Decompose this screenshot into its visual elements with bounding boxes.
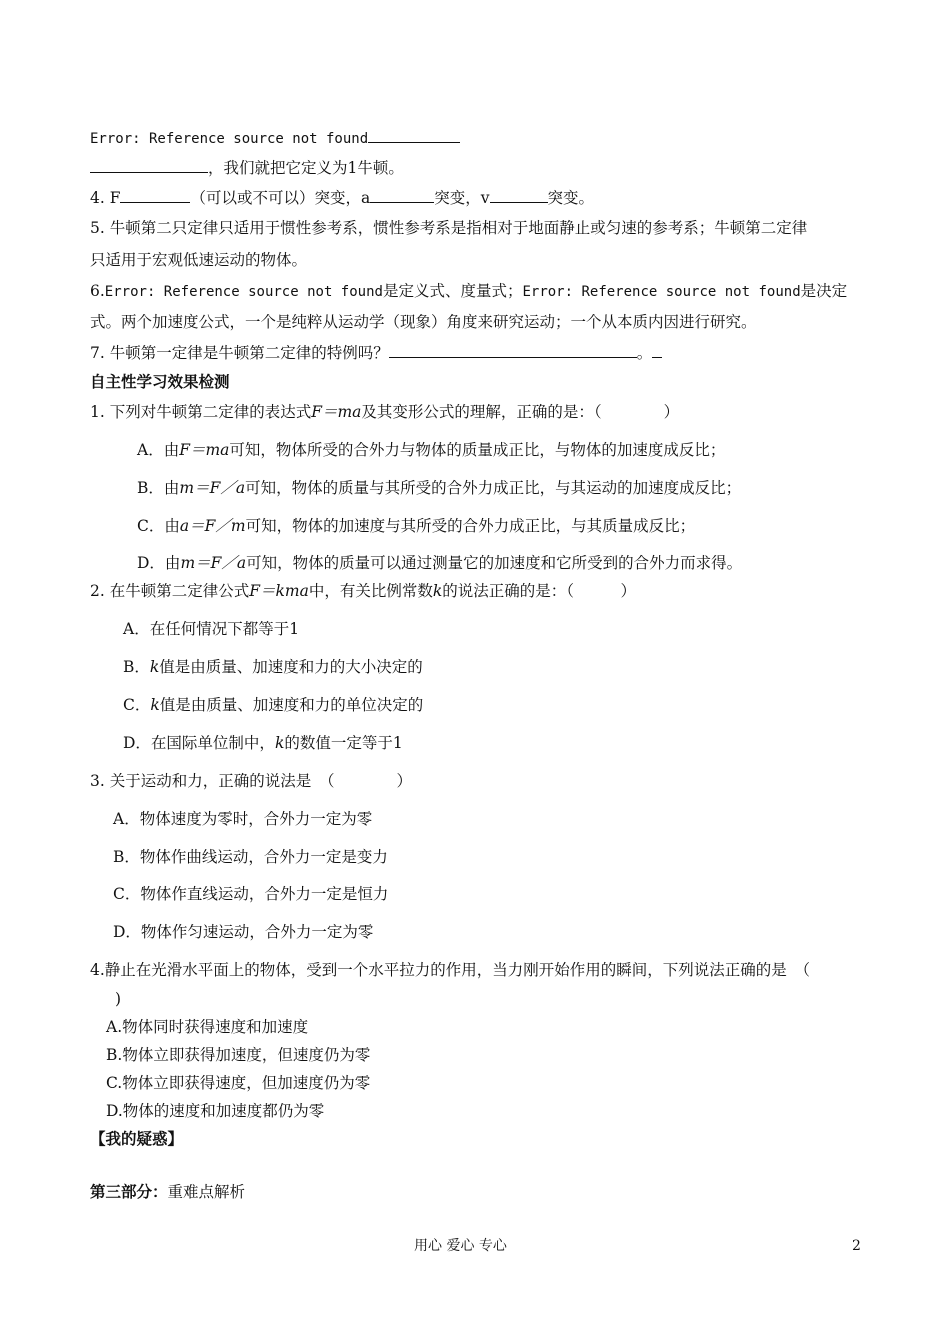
blank (389, 343, 637, 358)
blank (90, 158, 208, 173)
formula: k (432, 582, 443, 600)
option-text: 的数值一定等于1 (284, 734, 403, 752)
error-reference: Error: Reference source not found (522, 284, 801, 300)
q1-stem-text: 及其变形公式的理解，正确的是：（ ） (361, 403, 680, 421)
section-heading: 自主性学习效果检测 (90, 373, 230, 391)
q4-option-c: C.物体立即获得速度，但加速度仍为零 (106, 1074, 371, 1092)
formula: k (274, 734, 285, 752)
formula: m＝F／a (180, 554, 247, 572)
q6-text: 是决定 (800, 282, 848, 300)
formula: F＝ma (311, 403, 362, 421)
formula: m＝F／a (179, 479, 246, 497)
formula: k (149, 658, 160, 676)
q4-label: 4. F (90, 189, 121, 207)
option-text: 可知，物体的质量可以通过测量它的加速度和它所受到的合外力而求得。 (246, 554, 743, 572)
q3-option-b: B．物体作曲线运动，合外力一定是变力 (113, 848, 388, 866)
option-text: 值是由质量、加速度和力的大小决定的 (159, 658, 423, 676)
page-number: 2 (852, 1238, 861, 1254)
fill-q7 (90, 343, 662, 363)
option-text: 可知，物体的加速度与其所受的合外力成正比，与其质量成反比； (245, 517, 696, 535)
q4-stem: 4.静止在光滑水平面上的物体，受到一个水平拉力的作用，当力刚开始作用的瞬间，下列说法正确的是 （ (90, 961, 811, 979)
q1-stem-text: 1. 下列对牛顿第二定律的表达式 (90, 403, 312, 421)
q4-text: （可以或不可以）突变，a (190, 189, 371, 207)
part3-heading (90, 1182, 245, 1202)
blank (370, 188, 434, 203)
fill-q4 (90, 188, 594, 208)
q4-option-b: B.物体立即获得加速度，但速度仍为零 (106, 1046, 371, 1064)
q1-option-d (137, 553, 742, 573)
blank (120, 188, 190, 203)
option-prefix: D．在国际单位制中， (123, 734, 275, 752)
fill-line-1 (90, 128, 460, 149)
q1-option-a (137, 440, 725, 460)
fill-line-2 (90, 158, 404, 178)
q4-text: 突变，v (434, 189, 490, 207)
fill-q6-line1 (90, 281, 847, 302)
blank (368, 128, 460, 143)
fill-q6-line2: 式。两个加速度公式，一个是纯粹从运动学（现象）角度来研究运动；一个从本质内因进行研究。 (90, 313, 757, 331)
formula: a＝F／m (179, 517, 246, 535)
q2-stem-text: 2. 在牛顿第二定律公式 (90, 582, 250, 600)
q2-option-a: A．在任何情况下都等于1 (123, 620, 300, 638)
option-text: 值是由质量、加速度和力的单位决定的 (159, 696, 424, 714)
option-prefix: C． (123, 696, 151, 714)
q7-text: 7. 牛顿第一定律是牛顿第二定律的特例吗？ (90, 344, 389, 362)
q3-option-d: D．物体作匀速运动，合外力一定为零 (113, 923, 374, 941)
footer-motto: 用心 爱心 专心 (414, 1238, 507, 1254)
q3-option-a: A．物体速度为零时，合外力一定为零 (113, 810, 373, 828)
q4-option-a: A.物体同时获得速度和加速度 (106, 1018, 309, 1036)
option-text: 可知，物体所受的合外力与物体的质量成正比，与物体的加速度成反比； (229, 441, 726, 459)
newton-definition: ，我们就把它定义为1牛顿。 (208, 159, 404, 177)
option-text: 可知，物体的质量与其所受的合外力成正比，与其运动的加速度成反比； (245, 479, 742, 497)
q3-stem: 3. 关于运动和力，正确的说法是 （ ） (90, 772, 412, 790)
option-prefix: D．由 (137, 554, 181, 572)
q2-stem (90, 581, 636, 601)
q2-option-c (123, 695, 423, 715)
q4-text: 突变。 (547, 189, 595, 207)
option-prefix: C．由 (137, 517, 180, 535)
part3-label: 第三部分： (90, 1183, 168, 1201)
formula: k (150, 696, 160, 714)
q4-close: ) (115, 990, 122, 1008)
q6-text: 是定义式、度量式； (382, 282, 523, 300)
q3-option-c: C．物体作直线运动，合外力一定是恒力 (113, 885, 389, 903)
fill-q5-line2: 只适用于宏观低速运动的物体。 (90, 251, 308, 269)
q1-option-b (137, 478, 741, 498)
q7-end: 。 (636, 344, 653, 362)
formula: F＝kma (249, 582, 309, 600)
q4-option-d: D.物体的速度和加速度都仍为零 (106, 1102, 325, 1120)
q2-stem-text: 中，有关比例常数 (308, 582, 433, 600)
q2-option-b (123, 657, 423, 677)
error-reference: Error: Reference source not found (104, 284, 383, 300)
option-prefix: B． (123, 658, 150, 676)
q2-stem-text: 的说法正确的是：（ ） (442, 582, 636, 600)
option-prefix: A．由 (137, 441, 180, 459)
fill-q5-line1: 5. 牛顿第二只定律只适用于惯性参考系，惯性参考系是指相对于地面静止或匀速的参考系；牛顿第二定律 (90, 219, 808, 237)
blank (652, 343, 662, 358)
q2-option-d (123, 733, 403, 753)
blank (490, 188, 548, 203)
q1-stem (90, 402, 679, 422)
doubts-heading: 【我的疑惑】 (90, 1130, 184, 1148)
option-prefix: B．由 (137, 479, 180, 497)
part3-title: 重难点解析 (167, 1183, 246, 1201)
q6-label: 6. (90, 282, 105, 300)
q1-option-c (137, 516, 695, 536)
formula: F＝ma (179, 441, 230, 459)
error-reference: Error: Reference source not found (90, 131, 369, 147)
